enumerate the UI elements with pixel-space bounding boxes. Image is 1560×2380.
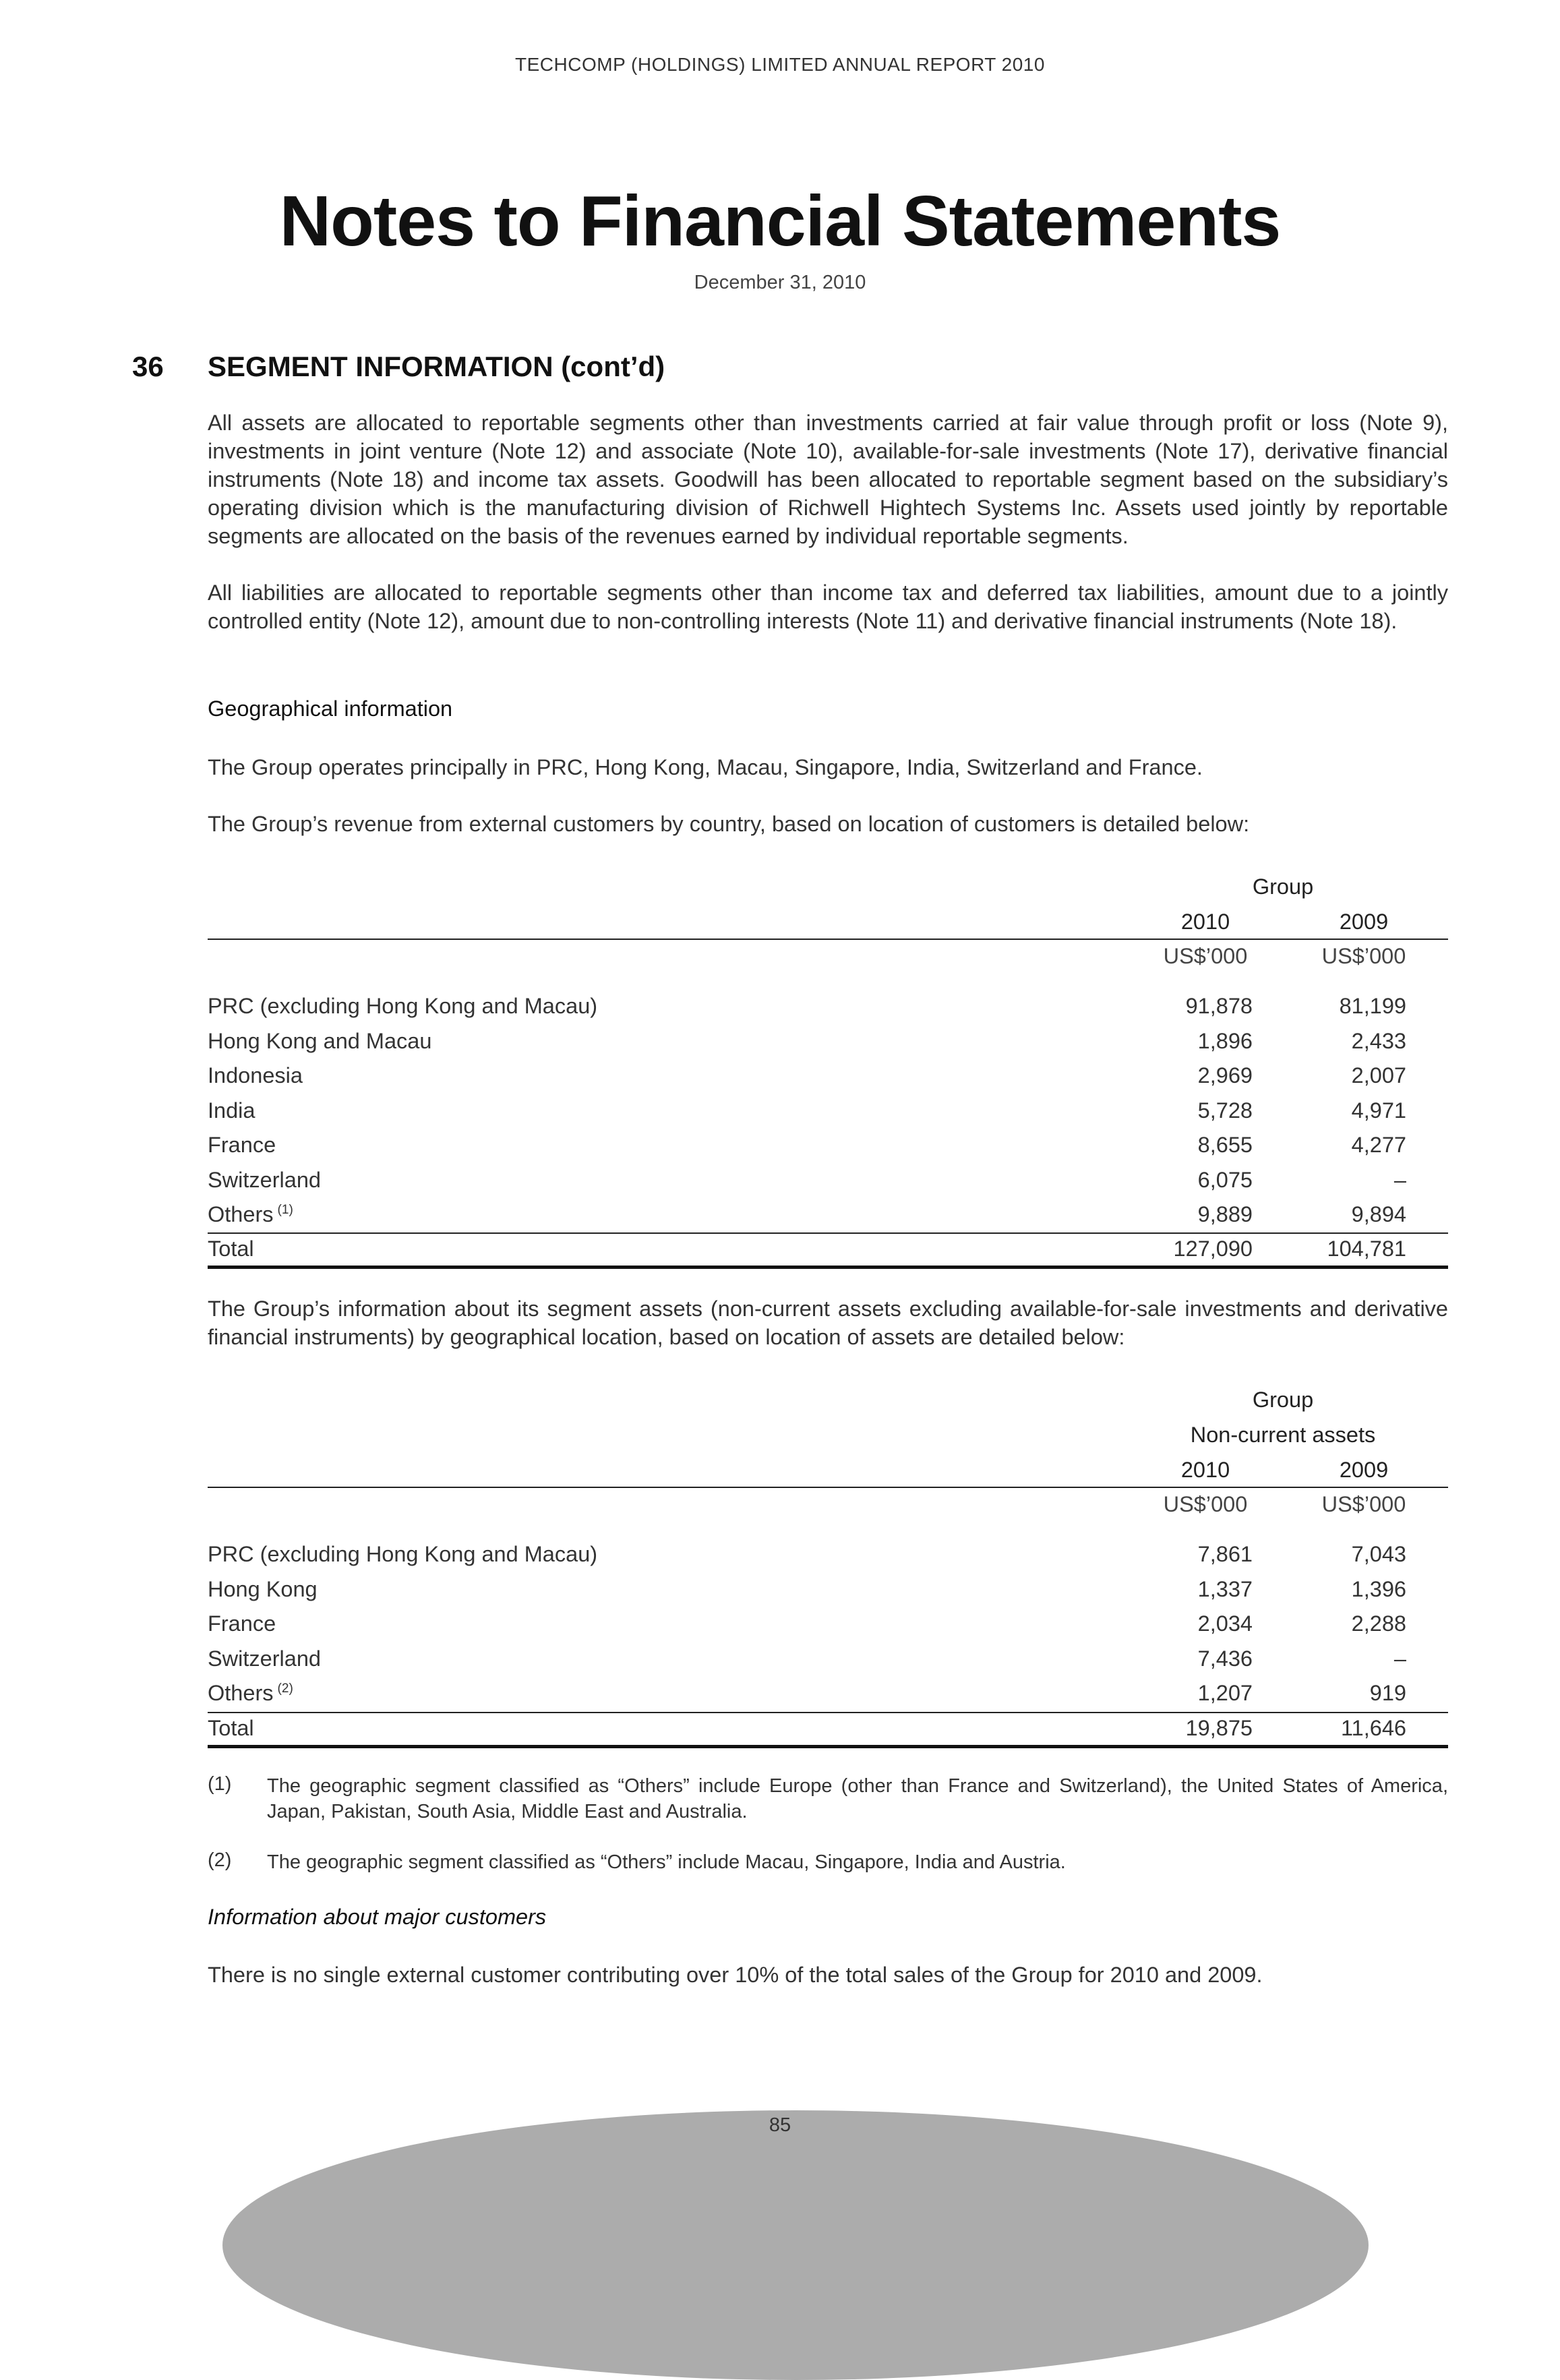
row-label-text: Switzerland	[208, 1646, 321, 1671]
row-label	[208, 1681, 293, 1706]
revenue-total-label: Total	[208, 1237, 254, 1261]
assets-unit-2010: US$’000	[1163, 1492, 1248, 1516]
value-2010: 1,337	[1197, 1576, 1253, 1601]
row-label	[208, 1577, 318, 1602]
assets-intro-paragraph: The Group’s information about its segment assets (non-current assets excluding available-for-sale investments and derivative financial instruments) by geographical location, based on location of assets are detailed below:	[208, 1297, 1448, 1349]
assets-header-rule	[208, 1487, 1448, 1488]
value-2010: 9,889	[1197, 1202, 1253, 1226]
revenue-intro-paragraph: The Group’s revenue from external customers by country, based on location of customers is detailed below:	[208, 812, 1250, 836]
value-2010: 7,436	[1197, 1646, 1253, 1671]
value-2010: 7,861	[1197, 1542, 1253, 1566]
value-2010: 1,896	[1197, 1028, 1253, 1053]
revenue-group-header: Group	[1252, 874, 1314, 899]
geographical-heading: Geographical information	[208, 696, 453, 721]
row-label	[208, 994, 597, 1019]
row-label	[208, 1611, 276, 1636]
table-row	[208, 1202, 1448, 1237]
assets-total-label: Total	[208, 1716, 254, 1740]
row-label	[208, 1542, 597, 1567]
assets-unit-2009: US$’000	[1321, 1492, 1406, 1516]
value-2009: 7,043	[1351, 1542, 1406, 1566]
footnote-1-number: (1)	[208, 1773, 232, 1795]
revenue-total-2009: 104,781	[1327, 1237, 1406, 1261]
revenue-unit-2009: US$’000	[1321, 944, 1406, 968]
liabilities-allocation-paragraph: All liabilities are allocated to reportable segments other than income tax and deferred tax liabilities, amount due to a jointly controlled entity (Note 12), amount due to non-controlling interests (Note 11) and derivative financial instruments (Note 18).	[208, 581, 1448, 633]
assets-total-top-rule	[208, 1712, 1448, 1713]
table-row	[208, 1542, 1448, 1576]
value-2010: 8,655	[1197, 1133, 1253, 1157]
geo-intro-paragraph: The Group operates principally in PRC, Hong Kong, Macau, Singapore, India, Switzerland and France.	[208, 755, 1203, 779]
assets-subtitle: Non-current assets	[1190, 1423, 1376, 1447]
table-row	[208, 994, 1448, 1028]
row-label	[208, 1202, 293, 1227]
value-2009: –	[1393, 1646, 1406, 1671]
report-header: TECHCOMP (HOLDINGS) LIMITED ANNUAL REPORT 2010	[515, 54, 1045, 75]
value-2009: 81,199	[1339, 994, 1406, 1018]
table-row	[208, 1029, 1448, 1063]
value-2009: 4,971	[1351, 1098, 1406, 1123]
row-label	[208, 1098, 255, 1123]
row-label	[208, 1133, 276, 1158]
assets-group-header: Group	[1252, 1388, 1314, 1412]
row-label	[208, 1168, 321, 1193]
value-2010: 2,969	[1197, 1063, 1253, 1088]
table-row	[208, 1133, 1448, 1167]
page-date: December 31, 2010	[694, 272, 866, 293]
assets-col-2010: 2010	[1180, 1458, 1230, 1482]
value-2010: 5,728	[1197, 1098, 1253, 1123]
row-label-text: France	[208, 1611, 276, 1636]
footer-arc-decoration	[222, 2110, 1369, 2380]
major-customers-heading: Information about major customers	[208, 1905, 547, 1929]
row-label-text: Indonesia	[208, 1063, 303, 1088]
revenue-header-rule	[208, 939, 1448, 940]
footnote-2-number: (2)	[208, 1849, 232, 1871]
footnote-1-text: The geographic segment classified as “Others” include Europe (other than France and Switzerland), the United States of America, Japan, Pakistan, South Asia, Middle East and Australia.	[267, 1775, 1448, 1822]
table-row	[208, 1168, 1448, 1202]
table-row	[208, 1681, 1448, 1715]
row-label-text: PRC (excluding Hong Kong and Macau)	[208, 1542, 598, 1566]
value-2009: 9,894	[1351, 1202, 1406, 1226]
row-label	[208, 1029, 431, 1054]
table-row	[208, 1098, 1448, 1133]
row-label-text: Others	[208, 1681, 274, 1705]
row-label	[208, 1646, 321, 1671]
assets-total-2010: 19,875	[1185, 1716, 1253, 1740]
table-row	[208, 1611, 1448, 1646]
footnote-ref: (1)	[277, 1203, 293, 1217]
revenue-unit-2010: US$’000	[1163, 944, 1248, 968]
revenue-col-2009: 2009	[1339, 910, 1389, 934]
table-row	[208, 1577, 1448, 1611]
value-2009: 1,396	[1351, 1576, 1406, 1601]
row-label-text: France	[208, 1133, 276, 1157]
table-row	[208, 1063, 1448, 1098]
row-label-text: Switzerland	[208, 1167, 321, 1192]
value-2009: 919	[1369, 1681, 1406, 1705]
assets-total-bottom-rule	[208, 1745, 1448, 1748]
assets-total-2009: 11,646	[1341, 1716, 1406, 1740]
row-label-text: Hong Kong and Macau	[208, 1028, 432, 1053]
revenue-col-2010: 2010	[1180, 910, 1230, 934]
value-2010: 91,878	[1185, 994, 1253, 1018]
section-title: SEGMENT INFORMATION (cont’d)	[208, 351, 665, 382]
revenue-total-bottom-rule	[208, 1266, 1448, 1269]
row-label-text: PRC (excluding Hong Kong and Macau)	[208, 994, 598, 1018]
section-number: 36	[132, 351, 164, 382]
footnote-2-text: The geographic segment classified as “Others” include Macau, Singapore, India and Austria.	[267, 1851, 1066, 1873]
value-2009: 2,007	[1351, 1063, 1406, 1088]
value-2010: 2,034	[1197, 1611, 1253, 1636]
value-2009: 2,433	[1351, 1028, 1406, 1053]
row-label-text: India	[208, 1098, 256, 1123]
page-number: 85	[769, 2114, 791, 2136]
table-row	[208, 1646, 1448, 1681]
value-2010: 1,207	[1197, 1681, 1253, 1705]
value-2010: 6,075	[1197, 1167, 1253, 1192]
value-2009: 4,277	[1351, 1133, 1406, 1157]
footnote-ref: (2)	[277, 1682, 293, 1696]
row-label-text: Others	[208, 1202, 274, 1226]
revenue-total-2010: 127,090	[1173, 1237, 1253, 1261]
row-label	[208, 1063, 303, 1088]
page-title: Notes to Financial Statements	[279, 181, 1281, 261]
assets-col-2009: 2009	[1339, 1458, 1389, 1482]
major-customers-text: There is no single external customer contributing over 10% of the total sales of the Group for 2010 and 2009.	[208, 1963, 1263, 1987]
revenue-total-top-rule	[208, 1232, 1448, 1234]
assets-allocation-paragraph: All assets are allocated to reportable segments other than investments carried at fair value through profit or loss (Note 9), investments in joint venture (Note 12) and associate (Note 10), available-for-sale investments (Note 17), derivative financial instruments (Note 18) and income tax assets. Goodwill has been allocated to reportable segment based on the subsidiary’s operating division which is the manufacturing division of Richwell Hightech Systems Inc. Assets used jointly by reportable segments are allocated on the basis of the revenues earned by individual reportable segments.	[208, 411, 1448, 548]
row-label-text: Hong Kong	[208, 1576, 318, 1601]
value-2009: 2,288	[1351, 1611, 1406, 1636]
value-2009: –	[1393, 1167, 1406, 1192]
